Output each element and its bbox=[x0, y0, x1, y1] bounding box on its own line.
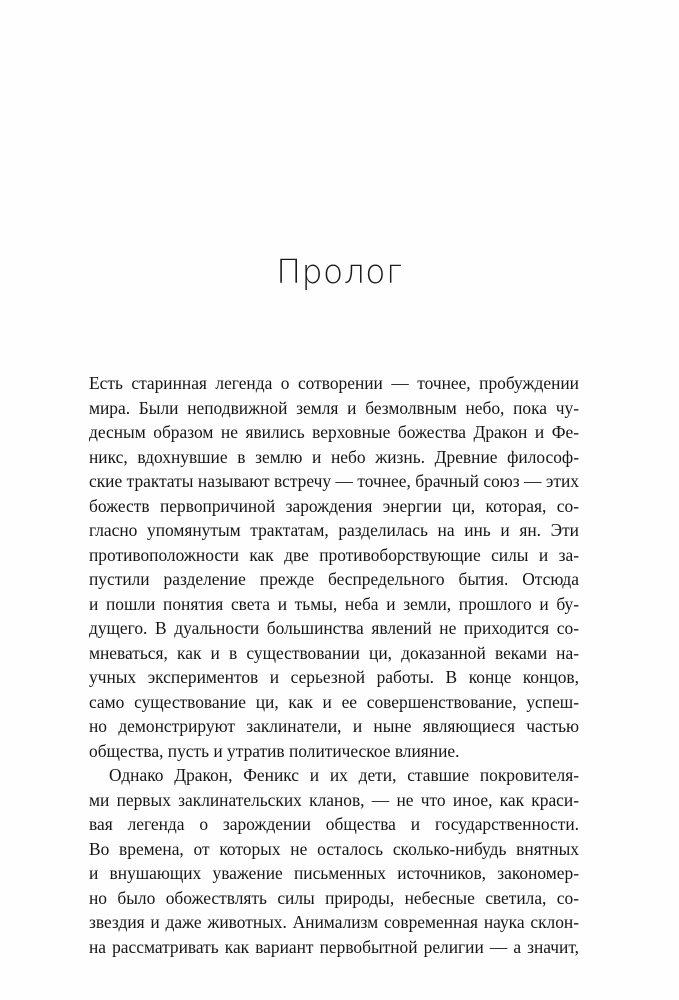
text-line: звездия и даже животных. Анимализм современная наука склон- bbox=[89, 912, 579, 932]
text-line: само существование ци, как и ее совершенствование, успеш- bbox=[89, 691, 579, 712]
text-line: ми первых заклинательских кланов, — не что иное, как краси- bbox=[89, 789, 579, 810]
text-line: дущего. В дуальности большинства явлений не приходится со- bbox=[89, 618, 579, 638]
text-line: противоположности как две противоборствующие силы и за- bbox=[89, 544, 579, 565]
paragraph bbox=[89, 371, 579, 763]
text-line: божеств первопричиной зарождения энергии ци, которая, со- bbox=[89, 495, 579, 516]
text-line: учных экспериментов и серьезной работы. В конце концов, bbox=[89, 667, 579, 687]
text-line: и пошли понятия света и тьмы, неба и земли, прошлого и бу- bbox=[89, 593, 579, 614]
text-line: общества, пусть и утратив политическое влияние. bbox=[89, 740, 460, 761]
paragraph bbox=[89, 763, 579, 959]
chapter-title: Пролог bbox=[276, 252, 403, 291]
text-line: пустили разделение прежде беспредельного бытия. Отсюда bbox=[89, 569, 579, 589]
text-line: мира. Были неподвижной земля и безмолвным небо, пока чу- bbox=[89, 397, 579, 418]
text-line: но было обожествлять силы природы, небесные светила, со- bbox=[89, 887, 579, 908]
text-line: десным образом не явились верховные божества Дракон и Фе- bbox=[89, 422, 579, 442]
text-line: вая легенда о зарождении общества и государственности. bbox=[89, 814, 579, 834]
text-line: на рассматривать как вариант первобытной религии — а значит, bbox=[89, 936, 579, 957]
text-line: мневаться, как и в существовании ци, доказанной веками на- bbox=[89, 642, 579, 663]
text-line: Есть старинная легенда о сотворении — точнее, пробуждении bbox=[89, 373, 579, 393]
text-line: Во времена, от которых не осталось сколько-нибудь внятных bbox=[89, 838, 579, 859]
body-text bbox=[89, 371, 579, 959]
text-line: ские трактаты называют встречу — точнее, брачный союз — этих bbox=[89, 471, 579, 491]
text-line: и внушающих уважение письменных источников, закономер- bbox=[89, 863, 579, 883]
text-line: но демонстрируют заклинатели, и ныне являющиеся частью bbox=[89, 716, 579, 736]
text-line: Однако Дракон, Феникс и их дети, ставшие покровителя- bbox=[109, 765, 579, 785]
text-line: никс, вдохнувшие в землю и небо жизнь. Древние философ- bbox=[89, 446, 579, 467]
text-line: гласно упомянутым трактатам, разделилась на инь и ян. Эти bbox=[89, 520, 579, 540]
